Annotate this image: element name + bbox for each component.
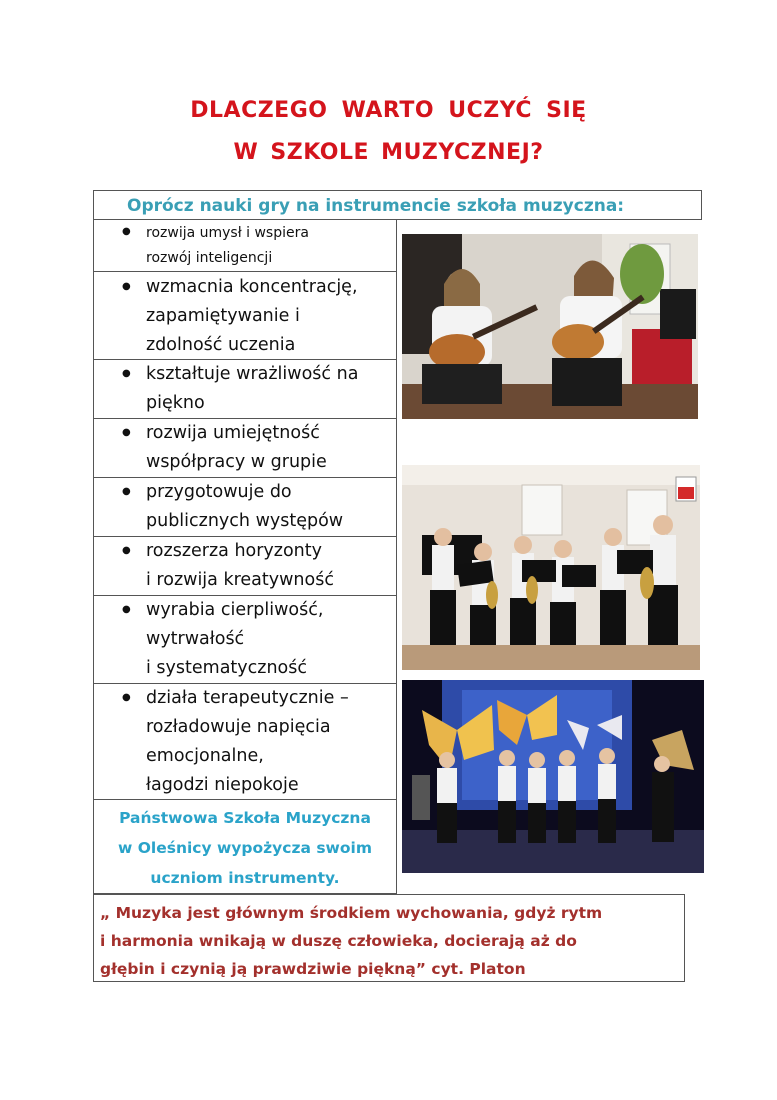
- note-line: w Oleśnicy wypożycza swoim: [118, 839, 372, 857]
- school-orchestra-photo: [402, 465, 700, 670]
- benefit-item: [93, 478, 397, 537]
- benefit-line: rozwój inteligencji: [146, 250, 273, 266]
- benefit-line: rozładowuje napięcia: [146, 717, 331, 737]
- guitar-duo-photo: [402, 234, 698, 419]
- page-title-line-1: DLACZEGO WARTO UCZYĆ SIĘ: [190, 98, 587, 123]
- school-orchestra-illustration: [402, 465, 700, 670]
- bullet-icon: ●: [122, 427, 131, 438]
- bullet-icon: ●: [122, 486, 131, 497]
- benefit-line: kształtuje wrażliwość na: [146, 364, 359, 384]
- bullet-icon: ●: [122, 281, 131, 292]
- bullet-icon: ●: [122, 545, 131, 556]
- benefit-item: [93, 360, 397, 419]
- benefit-line: piękno: [146, 393, 205, 413]
- note-text: [94, 803, 396, 893]
- benefit-line: działa terapeutycznie –: [146, 688, 349, 708]
- quote-text: [100, 899, 602, 983]
- benefit-item: [93, 419, 397, 478]
- benefit-line: zdolność uczenia: [146, 335, 296, 355]
- benefit-line: rozszerza horyzonty: [146, 541, 322, 561]
- header-text: Oprócz nauki gry na instrumencie szkoła muzyczna:: [127, 196, 625, 216]
- benefit-line: publicznych występów: [146, 511, 344, 531]
- benefit-line: zapamiętywanie i: [146, 306, 300, 326]
- bullet-icon: ●: [122, 368, 131, 379]
- benefit-line: emocjonalne,: [146, 746, 264, 766]
- benefit-line: współpracy w grupie: [146, 452, 327, 472]
- benefit-line: i rozwija kreatywność: [146, 570, 334, 590]
- benefit-line: przygotowuje do: [146, 482, 292, 502]
- benefit-line: wzmacnia koncentrację,: [146, 277, 358, 297]
- bullet-icon: ●: [122, 226, 131, 237]
- benefit-line: wyrabia cierpliwość,: [146, 600, 324, 620]
- bullet-icon: ●: [122, 604, 131, 615]
- benefit-item: [93, 596, 397, 684]
- note-line: Państwowa Szkoła Muzyczna: [119, 809, 371, 827]
- benefit-line: rozwija umiejętność: [146, 423, 320, 443]
- stage-choir-photo: [402, 680, 704, 873]
- quote-line: głębin i czynią ją prawdziwie piękną” cyt. Platon: [100, 960, 526, 978]
- quote-box: [93, 894, 685, 982]
- benefit-line: rozwija umysł i wspiera: [146, 225, 309, 241]
- benefit-item: [93, 272, 397, 360]
- guitar-duo-illustration: [402, 234, 698, 419]
- page-title-line-2: W SZKOLE MUZYCZNEJ?: [233, 140, 544, 165]
- note-line: uczniom instrumenty.: [150, 869, 340, 887]
- stage-choir-illustration: [402, 680, 704, 873]
- quote-line: „ Muzyka jest głównym środkiem wychowania, gdyż rytm: [100, 904, 603, 922]
- benefit-item: [93, 220, 397, 272]
- note-box: [93, 800, 397, 894]
- quote-line: i harmonia wnikają w duszę człowieka, docierają aż do: [100, 932, 577, 950]
- benefit-item: [93, 684, 397, 800]
- header-box: [93, 190, 702, 220]
- benefit-line: wytrwałość: [146, 629, 245, 649]
- benefit-item: [93, 537, 397, 596]
- bullet-icon: ●: [122, 692, 131, 703]
- benefit-line: i systematyczność: [146, 658, 307, 678]
- benefit-line: łagodzi niepokoje: [146, 775, 299, 795]
